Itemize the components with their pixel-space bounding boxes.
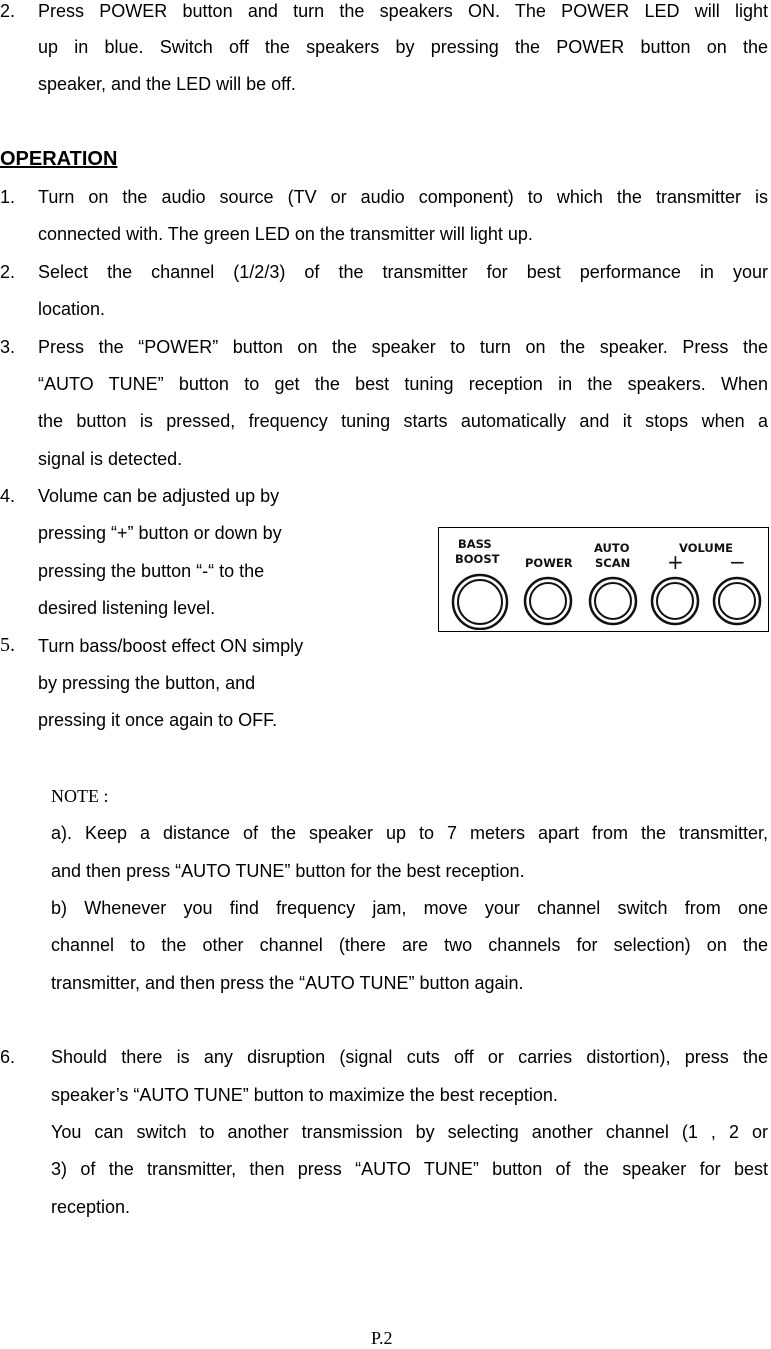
scan-label: SCAN [595, 556, 631, 570]
auto-label: AUTO [594, 541, 630, 555]
section-heading: OPERATION [0, 148, 118, 170]
paragraph-line: Should there is any disruption (signal cuts off or carries distortion), press the [51, 1047, 768, 1067]
control-panel-drawing [439, 528, 767, 630]
paragraph-line: location. [38, 299, 106, 319]
step-number: 3. [0, 337, 16, 357]
paragraph-line: up in blue. Switch off the speakers by pressing the POWER button on the [38, 37, 768, 57]
volume-label: VOLUME [679, 541, 734, 555]
paragraph-line: Volume can be adjusted up by [38, 486, 280, 506]
paragraph-line: b) Whenever you find frequency jam, move your channel switch from one [51, 898, 768, 918]
step-number: 2. [0, 1, 16, 21]
bass-label: BASS [458, 537, 492, 551]
paragraph-line: Turn on the audio source (TV or audio component) to which the transmitter is [38, 187, 768, 207]
note-label: NOTE : [51, 786, 109, 806]
paragraph-line: speaker, and the LED will be off. [38, 74, 296, 94]
paragraph-line: by pressing the button, and [38, 673, 256, 693]
minus-label: − [729, 550, 746, 574]
paragraph-line: a). Keep a distance of the speaker up to 7 meters apart from the transmitter, [51, 823, 768, 843]
paragraph-line: 3) of the transmitter, then press “AUTO TUNE” button of the speaker for best [51, 1159, 768, 1179]
power-button-icon [525, 578, 571, 624]
step-number: 5. [0, 634, 15, 656]
paragraph-line: connected with. The green LED on the transmitter will light up. [38, 224, 533, 244]
paragraph-line: and then press “AUTO TUNE” button for the best reception. [51, 861, 525, 881]
paragraph-line: Press POWER button and turn the speakers ON. The POWER LED will light [38, 1, 768, 21]
volume-up-button-icon [652, 578, 698, 624]
paragraph-line: pressing “+” button or down by [38, 523, 282, 543]
step-number: 6. [0, 1047, 16, 1067]
bass-boost-button-icon [453, 575, 507, 629]
step-number: 1. [0, 187, 16, 207]
control-panel-illustration [438, 527, 769, 632]
power-label: POWER [525, 556, 573, 570]
volume-down-button-icon [714, 578, 760, 624]
step-number: 2. [0, 262, 16, 282]
plus-label: + [667, 550, 684, 574]
paragraph-line: speaker’s “AUTO TUNE” button to maximize the best reception. [51, 1085, 558, 1105]
paragraph-line: channel to the other channel (there are two channels for selection) on the [51, 935, 768, 955]
paragraph-line: Select the channel (1/2/3) of the transmitter for best performance in your [38, 262, 768, 282]
paragraph-line: “AUTO TUNE” button to get the best tuning reception in the speakers. When [38, 374, 768, 394]
paragraph-line: reception. [51, 1197, 131, 1217]
paragraph-line: the button is pressed, frequency tuning starts automatically and it stops when a [38, 411, 768, 431]
paragraph-line: You can switch to another transmission by selecting another channel (1 , 2 or [51, 1122, 768, 1142]
paragraph-line: desired listening level. [38, 598, 216, 618]
paragraph-line: transmitter, and then press the “AUTO TUNE” button again. [51, 973, 524, 993]
paragraph-line: Turn bass/boost effect ON simply [38, 636, 304, 656]
paragraph-line: signal is detected. [38, 449, 183, 469]
paragraph-line: pressing the button “-“ to the [38, 561, 265, 581]
step-number: 4. [0, 486, 16, 506]
paragraph-line: Press the “POWER” button on the speaker to turn on the speaker. Press the [38, 337, 768, 357]
boost-label: BOOST [455, 552, 500, 566]
page-number: P.2 [371, 1328, 393, 1348]
auto-scan-button-icon [590, 578, 636, 624]
paragraph-line: pressing it once again to OFF. [38, 710, 278, 730]
